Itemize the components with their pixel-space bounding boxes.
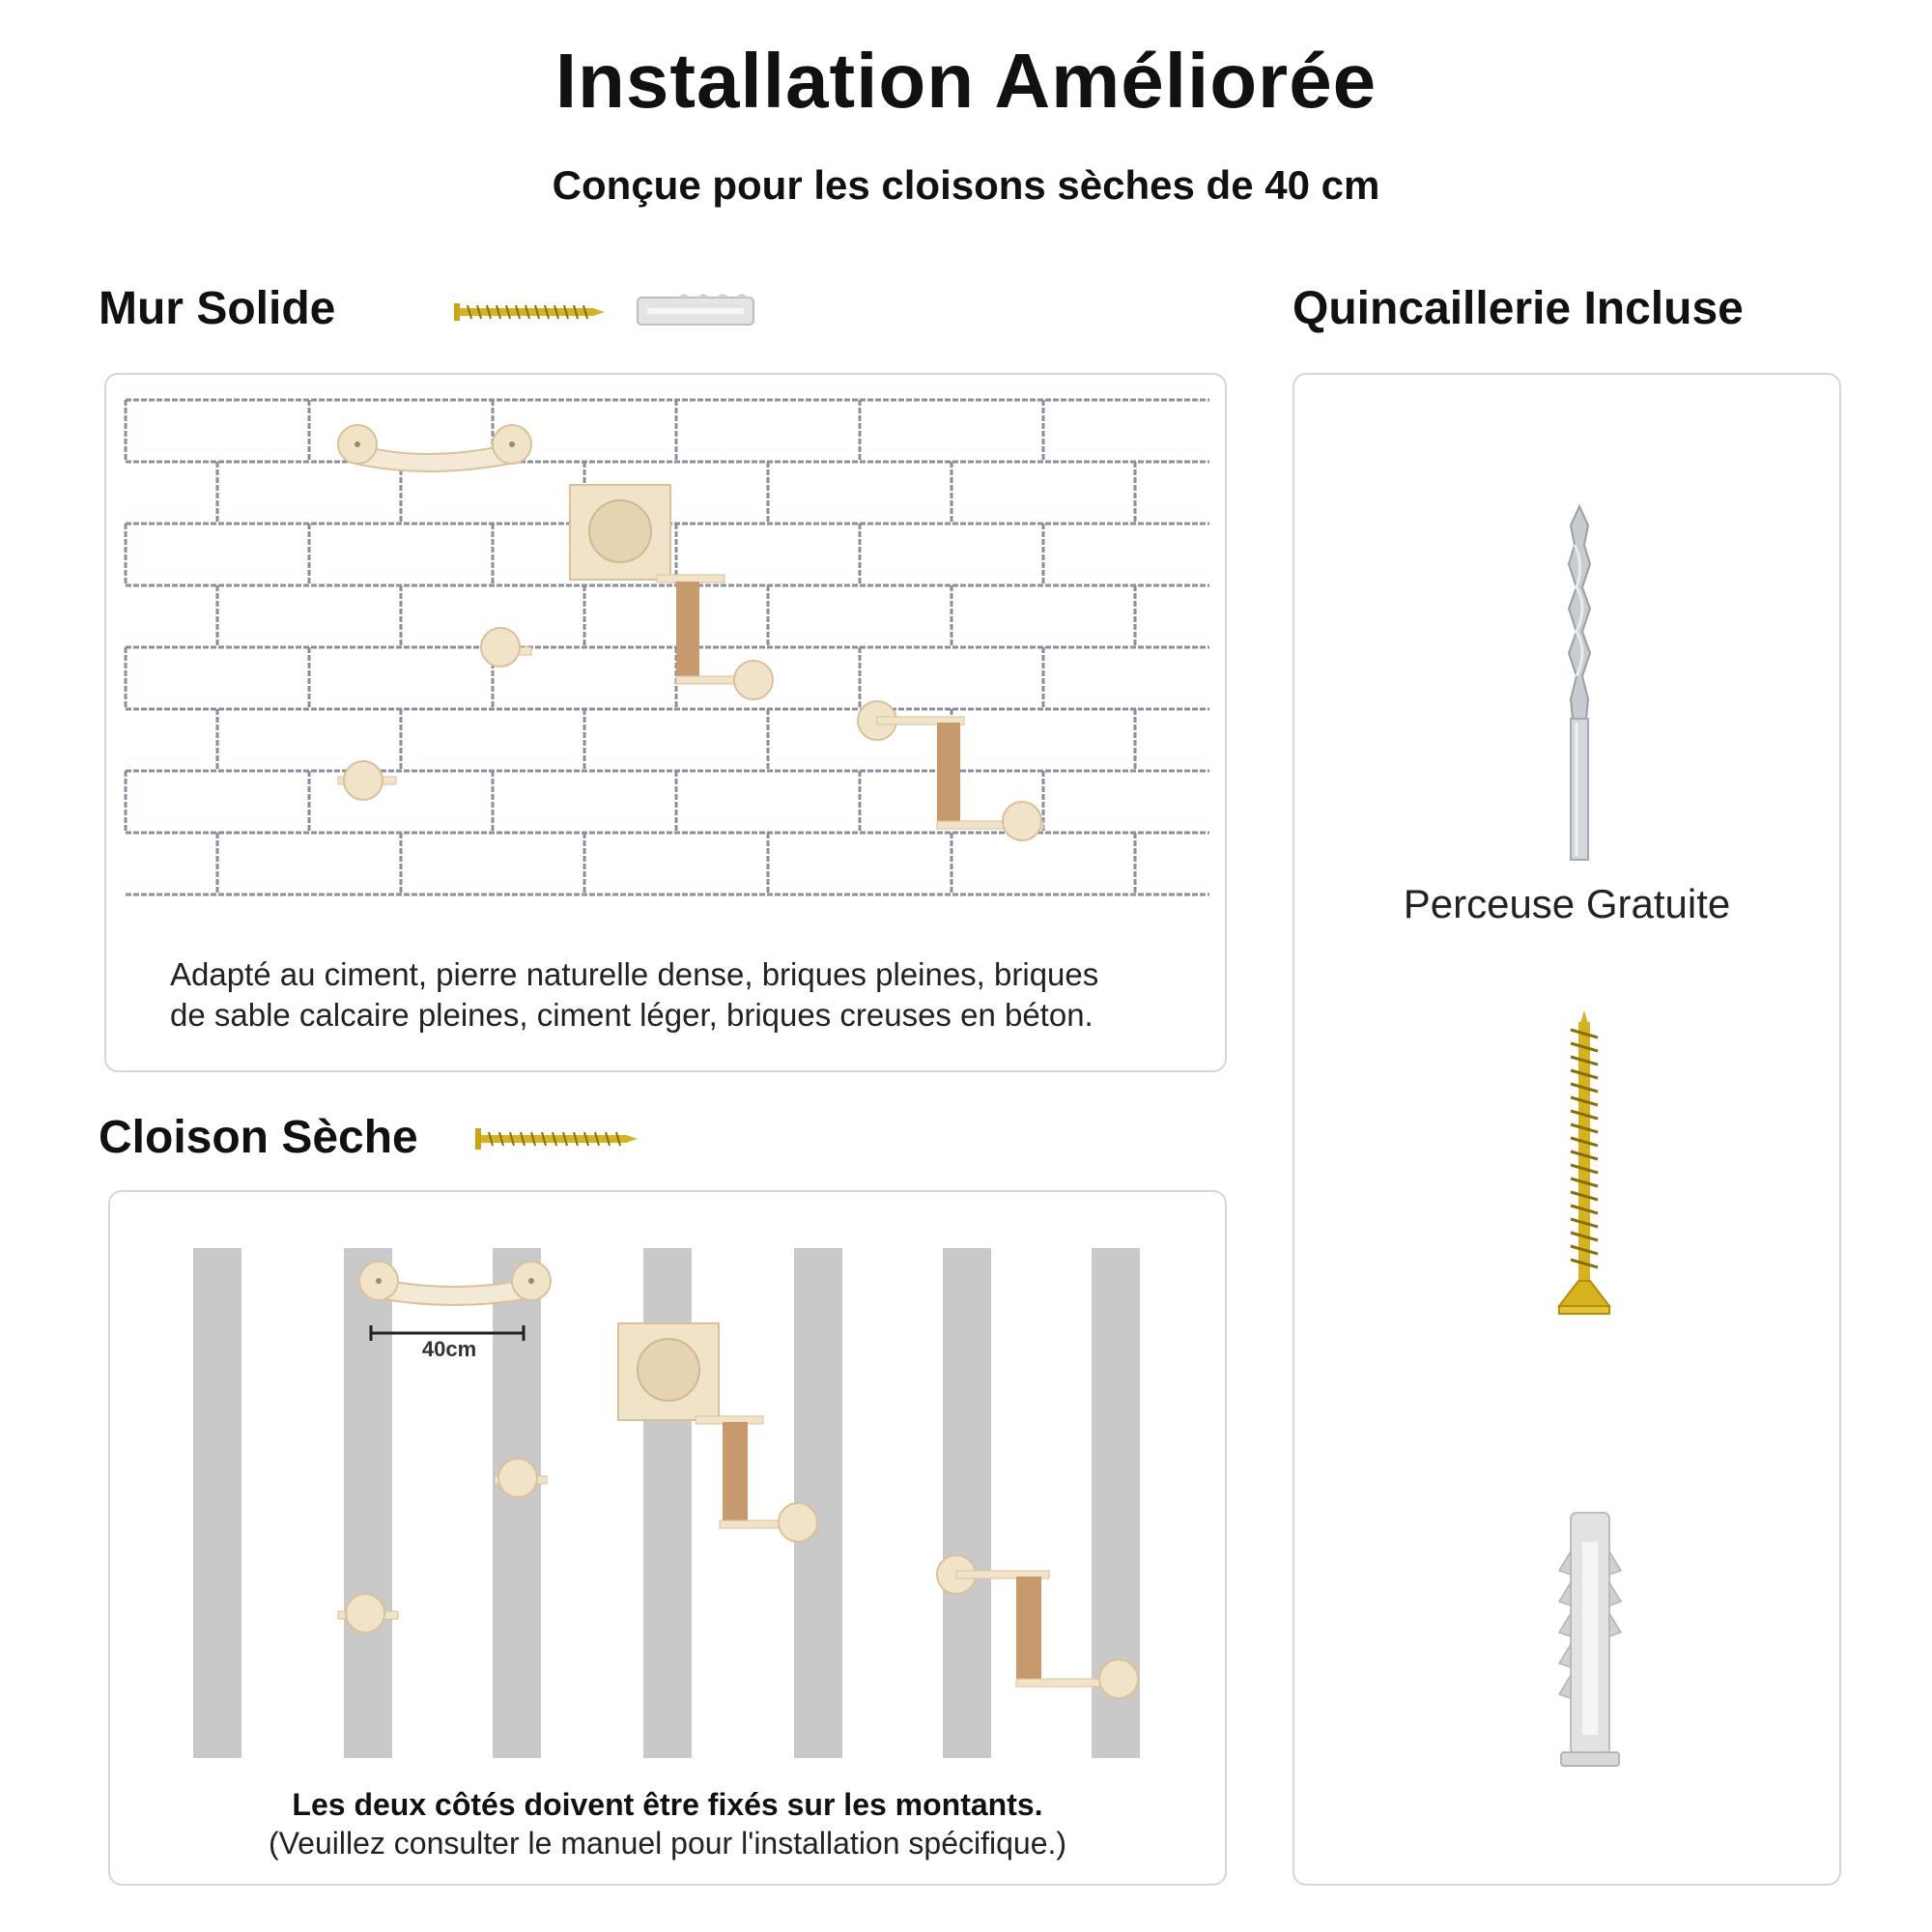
page-title: Installation Améliorée <box>554 38 1378 124</box>
screw-icon <box>475 1124 641 1153</box>
rope-bridge <box>338 425 531 471</box>
drywall-heading: Cloison Sèche <box>99 1112 418 1163</box>
solid-wall-caption: Adapté au ciment, pierre naturelle dense, briques pleines, briques de sable calcaire pleines, ciment léger, briques creuses en béton. <box>170 956 1099 1033</box>
screw-icon <box>1557 1010 1611 1320</box>
drywall-caption <box>108 1785 1227 1862</box>
drywall-caption-note: (Veuillez consulter le manuel pour l'installation spécifique.) <box>268 1826 1067 1861</box>
page-subtitle: Conçue pour les cloisons sèches de 40 cm <box>552 162 1380 208</box>
screw-icon <box>454 298 609 327</box>
hardware-heading: Quincaillerie Incluse <box>1293 283 1744 334</box>
drill-bit-icon <box>1555 506 1604 864</box>
rope-bridge <box>359 1262 551 1305</box>
cat-shelves-solid <box>328 415 1063 908</box>
solid-wall-heading: Mur Solide <box>99 283 336 334</box>
drill-bit-label: Perceuse Gratuite <box>1403 881 1731 926</box>
measure-label: 40cm <box>421 1337 477 1361</box>
wall-plug-icon <box>1553 1513 1627 1774</box>
drywall-caption-bold: Les deux côtés doivent être fixés sur les montants. <box>292 1787 1043 1822</box>
wall-plug-icon <box>638 294 758 328</box>
